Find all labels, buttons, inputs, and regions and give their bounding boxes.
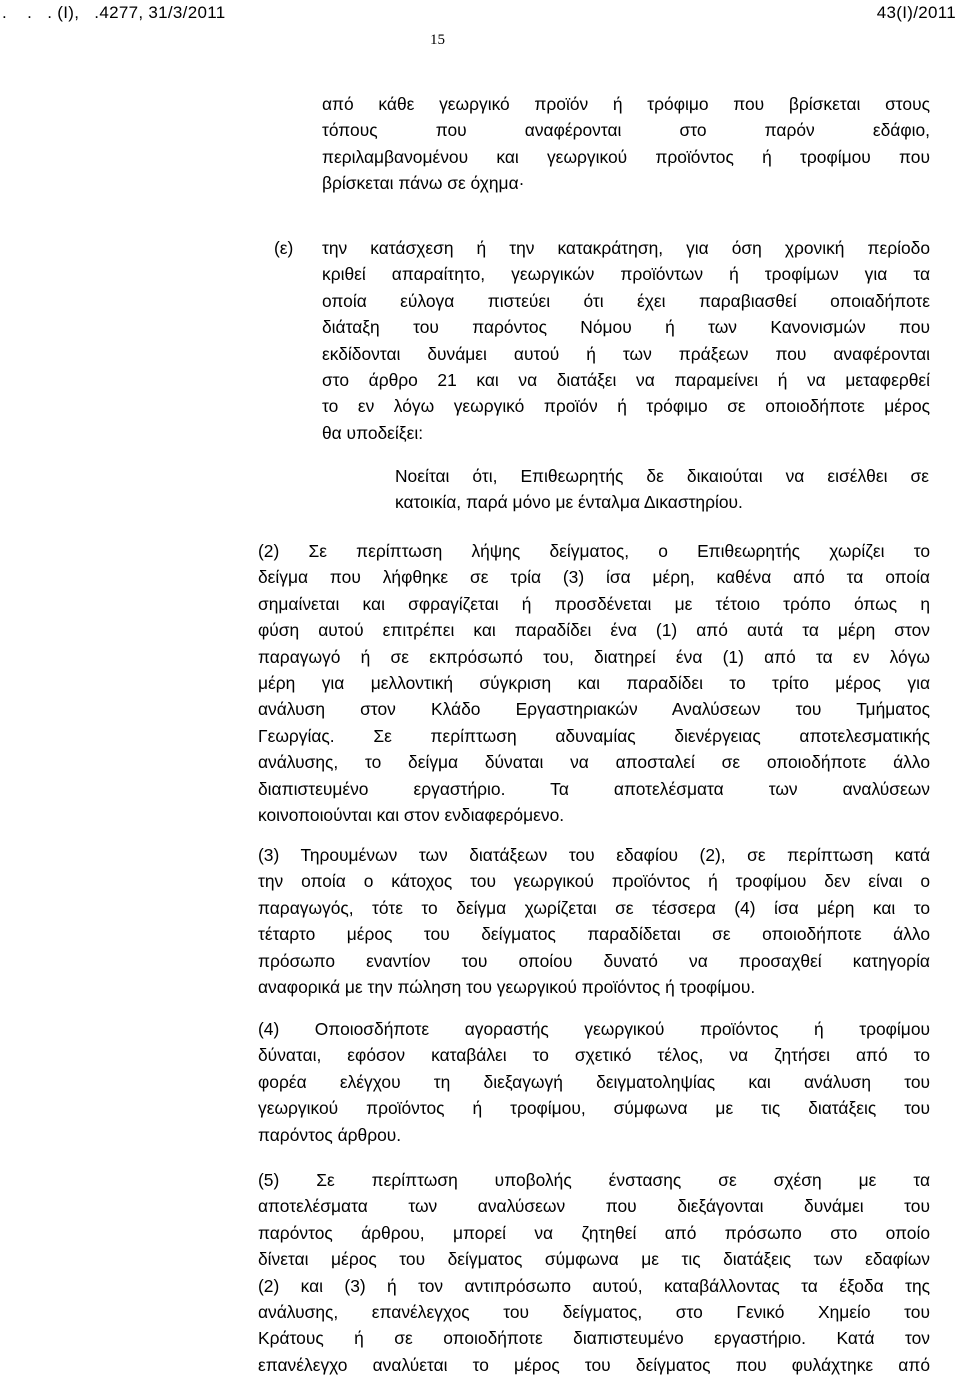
text-line: εκδίδονται δυνάμει αυτού ή των πράξεων που αναφέρονται bbox=[322, 343, 930, 364]
text-line: Γεωργίας. Σε περίπτωση αδυναμίας διενέργειας αποτελεσματικής bbox=[258, 725, 930, 746]
text-line: πρόσωπο εναντίον του οποίου δυνατό να προσαχθεί κατηγορία bbox=[258, 950, 930, 971]
text-line: τόπους που αναφέρονται στο παρόν εδάφιο, bbox=[322, 120, 930, 141]
text-line: αναφορικά με την πώληση του γεωργικού προϊόντος ή τροφίμου. bbox=[258, 976, 756, 997]
text-line: οποία εύλογα πιστεύει ότι έχει παραβιασθεί οποιαδήποτε bbox=[322, 290, 930, 311]
paragraph-d-tail bbox=[322, 91, 930, 197]
text-line: Νοείται ότι, Επιθεωρητής δε δικαιούται να εισέλθει σε bbox=[395, 466, 929, 486]
running-header-right: 43(Ι)/2011 bbox=[876, 3, 956, 22]
subsection-4 bbox=[258, 1016, 930, 1148]
text-line: ανάλυσης, το δείγμα δύναται να αποσταλεί σε οποιοδήποτε άλλο bbox=[258, 752, 930, 773]
text-line: Κράτους ή σε οποιοδήποτε διαπιστευμένο εργαστήριο. Κατά τον bbox=[258, 1328, 930, 1349]
text-line: κριθεί απαραίτητο, γεωργικών προϊόντων ή τροφίμων για τα bbox=[322, 264, 930, 285]
text-line: φορέα ελέγχου τη διεξαγωγή δειγματοληψίας και ανάλυση του bbox=[258, 1071, 930, 1092]
text-line: παρόντος άρθρου, μπορεί να ζητηθεί από πρόσωπο στο οποίο bbox=[258, 1222, 930, 1243]
text-line: την κατάσχεση ή την κατακράτηση, για όση χρονική περίοδο bbox=[322, 238, 930, 258]
text-line: (2) Σε περίπτωση λήψης δείγματος, ο Επιθεωρητής χωρίζει το bbox=[258, 541, 930, 561]
text-line: σημαίνεται και σφραγίζεται ή προσδένεται με τέτοιο τρόπο όπως η bbox=[258, 593, 930, 614]
text-line: περιλαμβανομένου και γεωργικού προϊόντος ή τροφίμου που bbox=[322, 146, 930, 167]
text-line: δείγμα που λήφθηκε σε τρία (3) ίσα μέρη, καθένα από τα οποία bbox=[258, 567, 930, 588]
text-line: (5) Σε περίπτωση υποβολής ένστασης σε σχέση με τα bbox=[258, 1170, 930, 1190]
text-line: κοινοποιούνται και στον ενδιαφερόμενο. bbox=[258, 804, 565, 825]
subsection-5 bbox=[258, 1167, 930, 1378]
text-line: δίνεται μέρος του δείγματος σύμφωνα με τις διατάξεις των εδαφίων bbox=[258, 1249, 930, 1270]
paragraph-e-label: (ε) bbox=[274, 238, 294, 258]
running-header-left: . . . (Ι), .4277, 31/3/2011 bbox=[2, 3, 226, 22]
text-line: παραγωγό ή σε εκπρόσωπό του, διατηρεί ένα (1) από τα εν λόγω bbox=[258, 646, 930, 667]
text-line: δύναται, εφόσον καταβάλει το σχετικό τέλος, να ζητήσει από το bbox=[258, 1045, 930, 1066]
text-line: διάταξη του παρόντος Νόμου ή των Κανονισμών που bbox=[322, 317, 930, 338]
text-line: ανάλυσης, επανέλεγχος του δείγματος, στο Γενικό Χημείο του bbox=[258, 1301, 930, 1322]
text-line: παρόντος άρθρου. bbox=[258, 1124, 402, 1145]
text-line: κατοικία, παρά μόνο με ένταλμα Δικαστηρίου. bbox=[395, 492, 743, 513]
paragraph-e bbox=[322, 235, 930, 446]
text-line: μέρη για μελλοντική σύγκριση και παραδίδει το τρίτο μέρος για bbox=[258, 672, 930, 693]
text-line: (2) και (3) ή τον αντιπρόσωπο αυτού, καταβάλλοντας τα έξοδα της bbox=[258, 1275, 930, 1296]
text-line: θα υποδείξει: bbox=[322, 422, 424, 443]
text-line: αποτελέσματα των αναλύσεων που διεξάγονται δυνάμει του bbox=[258, 1196, 930, 1217]
subsection-2 bbox=[258, 538, 930, 828]
text-line: το εν λόγω γεωργικό προϊόν ή τρόφιμο σε οποιοδήποτε μέρος bbox=[322, 396, 930, 417]
text-line: βρίσκεται πάνω σε όχημα· bbox=[322, 173, 525, 194]
subsection-3 bbox=[258, 842, 930, 1000]
text-line: επανέλεγχο αναλύεται το μέρος του δείγματος που φυλάχτηκε από bbox=[258, 1354, 930, 1375]
page-number: 15 bbox=[430, 32, 445, 48]
text-line: τέταρτο μέρος του δείγματος παραδίδεται σε οποιοδήποτε άλλο bbox=[258, 924, 930, 945]
text-line: ανάλυση στον Κλάδο Εργαστηριακών Αναλύσεων του Τμήματος bbox=[258, 699, 930, 720]
text-line: φύση αυτού επιτρέπει και παραδίδει ένα (1) από αυτά τα μέρη στον bbox=[258, 620, 930, 641]
text-line: διαπιστευμένο εργαστήριο. Τα αποτελέσματα των αναλύσεων bbox=[258, 778, 930, 799]
text-line: (3) Τηρουμένων των διατάξεων του εδαφίου (2), σε περίπτωση κατά bbox=[258, 845, 930, 865]
text-line: την οποία ο κάτοχος του γεωργικού προϊόντος ή τροφίμου δεν είναι ο bbox=[258, 871, 930, 892]
text-line: στο άρθρο 21 και να διατάξει να παραμείνει ή να μεταφερθεί bbox=[322, 369, 930, 390]
text-line: (4) Οποιοσδήποτε αγοραστής γεωργικού προϊόντος ή τροφίμου bbox=[258, 1019, 930, 1039]
proviso bbox=[395, 463, 929, 516]
text-line: από κάθε γεωργικό προϊόν ή τρόφιμο που βρίσκεται στους bbox=[322, 94, 930, 114]
text-line: παραγωγός, τότε το δείγμα χωρίζεται σε τέσσερα (4) ίσα μέρη και το bbox=[258, 897, 930, 918]
text-line: γεωργικού προϊόντος ή τροφίμου, σύμφωνα με τις διατάξεις του bbox=[258, 1098, 930, 1119]
